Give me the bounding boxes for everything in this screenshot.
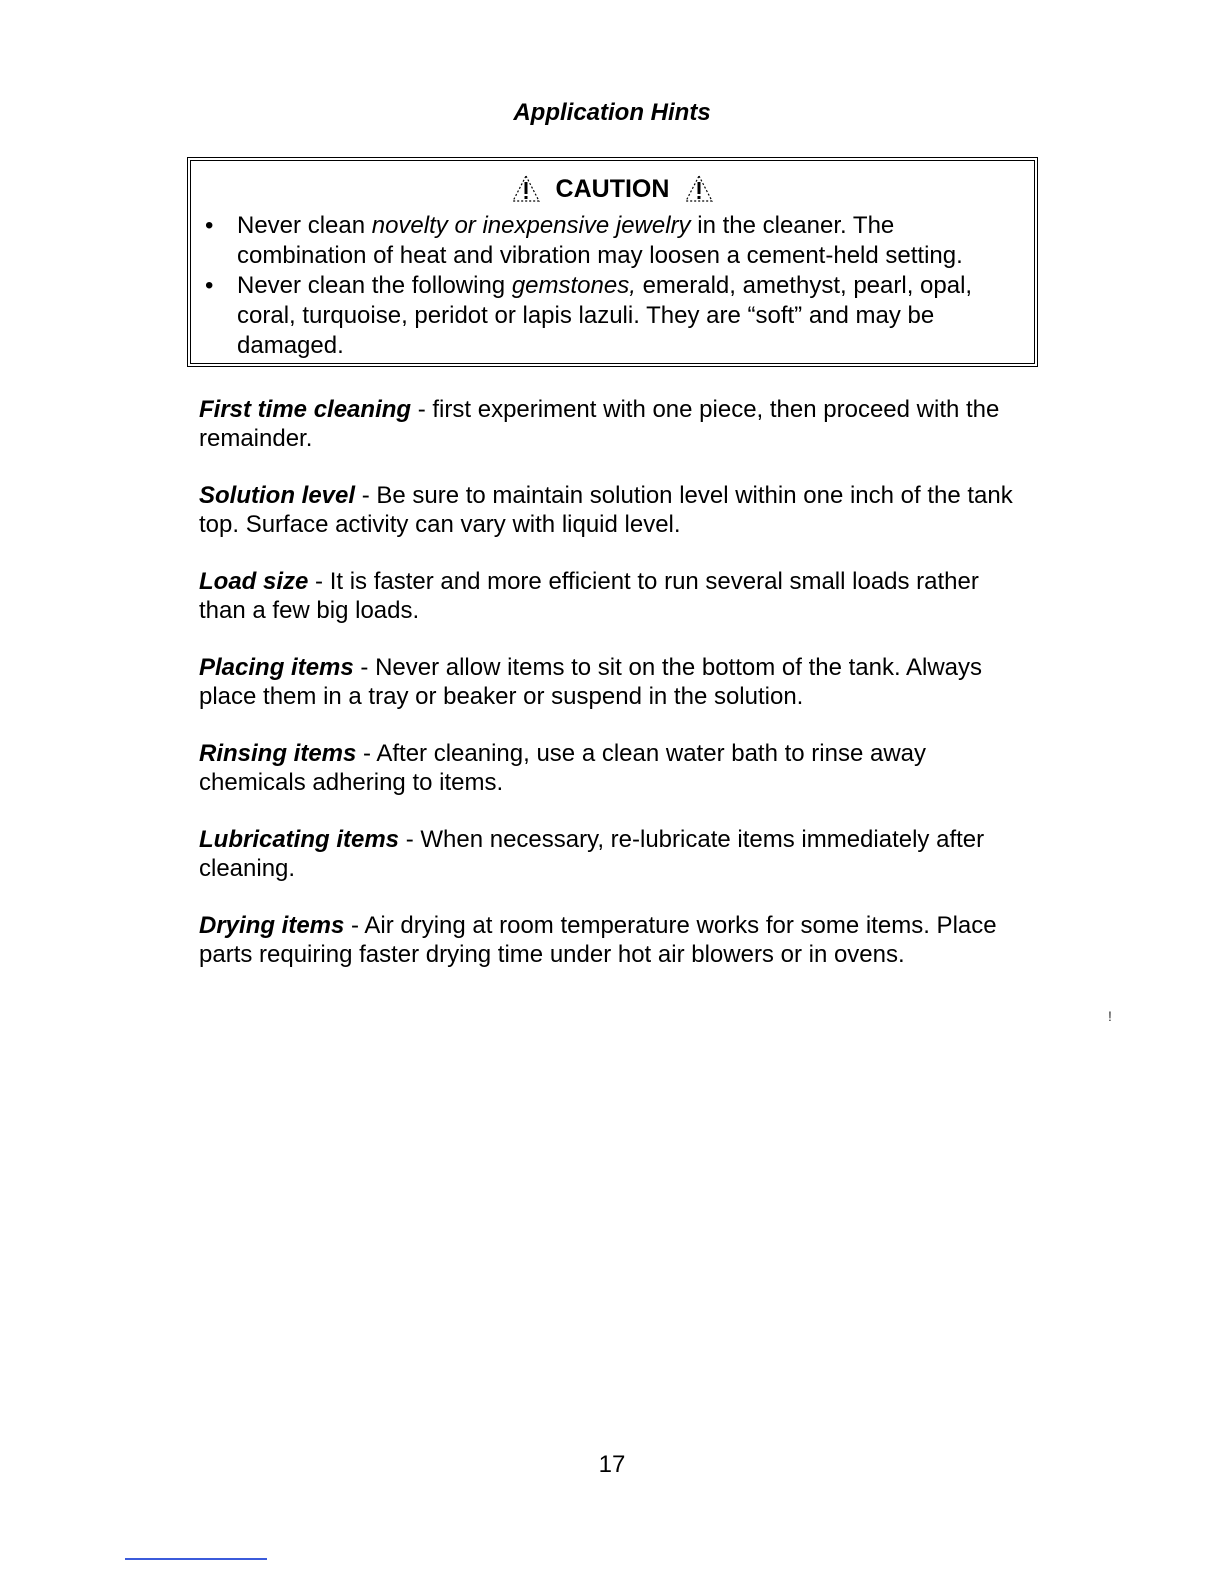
warning-triangle-icon xyxy=(684,174,714,204)
hint-drying-items xyxy=(199,911,1029,969)
hint-text: - After cleaning, use a clean water bath to rinse away chemicals adhering to items. xyxy=(199,740,927,796)
caution-title: CAUTION xyxy=(555,175,670,204)
warning-triangle-icon xyxy=(511,174,541,204)
caution-text: Never clean xyxy=(237,212,372,239)
hint-term: Rinsing items xyxy=(199,740,357,767)
caution-item xyxy=(199,211,1029,271)
caution-emphasis: novelty or inexpensive jewelry xyxy=(371,212,691,239)
hint-load-size xyxy=(199,567,1029,625)
caution-text: emerald, amethyst, pearl, opal, coral, turquoise, peridot or lapis lazuli. They are “soft” and may be damaged. xyxy=(237,272,973,359)
hint-term: Load size xyxy=(199,568,309,595)
caution-list xyxy=(199,211,1029,361)
caution-title-row xyxy=(191,167,1034,209)
hint-term: Placing items xyxy=(199,654,354,681)
hint-term: Lubricating items xyxy=(199,826,400,853)
hint-text: - Air drying at room temperature works for some items. Place parts requiring faster drying time under hot air blowers or in ovens. xyxy=(199,912,997,968)
hint-text: - Be sure to maintain solution level within one inch of the tank top. Surface activity can vary with liquid level. xyxy=(199,482,1013,538)
hint-text: - first experiment with one piece, then proceed with the remainder. xyxy=(199,396,1000,452)
stray-mark: ! xyxy=(1108,1008,1112,1024)
caution-text: Never clean the following xyxy=(237,272,512,299)
hint-list xyxy=(199,395,1029,997)
caution-box xyxy=(187,157,1038,367)
bullet-icon: • xyxy=(205,212,214,239)
caution-text: in the cleaner. The combination of heat and vibration may loosen a cement-held setting. xyxy=(237,212,963,269)
hint-term: Drying items xyxy=(199,912,345,939)
hint-text: - Never allow items to sit on the bottom of the tank. Always place them in a tray or beaker or suspend in the solution. xyxy=(199,654,983,710)
bullet-icon: • xyxy=(205,272,214,299)
hint-first-time-cleaning xyxy=(199,395,1029,453)
hint-lubricating-items xyxy=(199,825,1029,883)
page-heading: Application Hints xyxy=(513,99,711,126)
hint-solution-level xyxy=(199,481,1029,539)
bottom-rule xyxy=(125,1558,267,1560)
hint-term: Solution level xyxy=(199,482,356,509)
hint-text: - When necessary, re-lubricate items immediately after cleaning. xyxy=(199,826,985,882)
caution-emphasis: gemstones, xyxy=(511,272,636,299)
hint-placing-items xyxy=(199,653,1029,711)
hint-rinsing-items xyxy=(199,739,1029,797)
hint-text: - It is faster and more efficient to run several small loads rather than a few big loads. xyxy=(199,568,979,624)
hint-term: First time cleaning xyxy=(199,396,412,423)
page-number: 17 xyxy=(598,1451,626,1478)
caution-item xyxy=(199,271,1029,361)
